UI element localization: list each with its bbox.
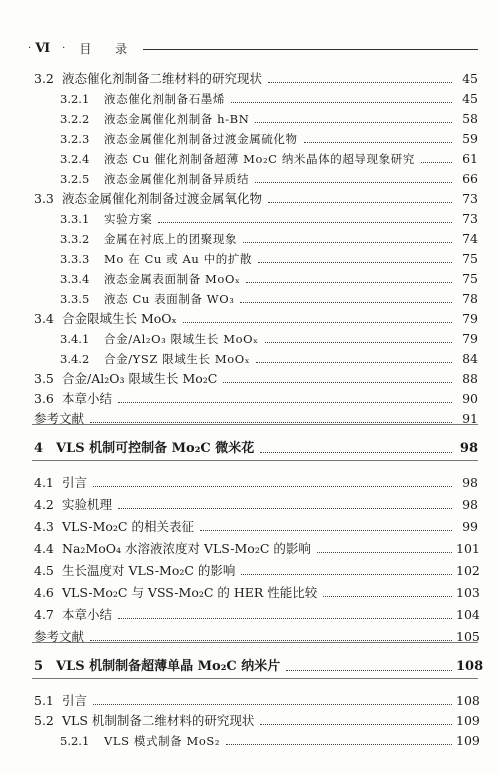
toc-entry — [0, 106, 500, 126]
toc-number: 3.4.1 — [60, 332, 90, 346]
toc-entry — [0, 286, 500, 306]
toc-title: Na₂MoO₄ 水溶液浓度对 VLS-Mo₂C 的影响 — [62, 541, 311, 556]
toc-title: Mo 在 Cu 或 Au 中的扩散 — [104, 252, 253, 266]
page-number-roman: Ⅵ — [35, 40, 51, 56]
toc-entry — [0, 536, 500, 556]
toc-entry — [0, 246, 500, 266]
toc-page-number: 79 — [462, 311, 478, 326]
toc-title: 液态金属表面制备 MoOₓ — [104, 272, 241, 286]
toc-page-number: 98 — [459, 441, 478, 456]
toc-title: 生长温度对 VLS-Mo₂C 的影响 — [62, 563, 236, 578]
toc-title: 液态金属催化剂制备 h-BN — [104, 112, 250, 126]
dot-leader — [200, 530, 452, 531]
dot-leader — [286, 670, 452, 671]
dot-leader — [265, 342, 452, 343]
toc-title: 本章小结 — [62, 391, 113, 406]
dot-leader — [421, 162, 452, 163]
toc-entry — [0, 366, 500, 386]
toc-page-number: 73 — [462, 191, 478, 206]
dot-leader — [268, 202, 452, 203]
toc-page-number: 88 — [462, 371, 478, 386]
toc-title: 参考文献 — [34, 411, 85, 426]
toc-page-number: 75 — [462, 271, 478, 286]
dot-leader — [183, 322, 452, 323]
toc-entry — [0, 558, 500, 578]
chapter-separator — [32, 678, 478, 679]
toc-number: 3.3.4 — [60, 272, 90, 286]
toc-number: 4.4 — [34, 541, 54, 556]
toc-page-number: 98 — [462, 497, 478, 512]
toc-number: 3.2.2 — [60, 112, 90, 126]
toc-page-number: 84 — [462, 351, 478, 366]
dot-leader — [226, 744, 452, 745]
toc-number: 3.2.1 — [60, 92, 90, 106]
toc-title: VLS 机制可控制备 Mo₂C 微米花 — [56, 441, 255, 456]
header-rule — [143, 49, 478, 50]
toc-entry — [0, 688, 500, 708]
toc-number: 3.2 — [34, 71, 54, 86]
toc-title: VLS 机制制备二维材料的研究现状 — [62, 713, 255, 728]
toc-number: 3.3.3 — [60, 252, 90, 266]
toc-page-number: 79 — [462, 331, 478, 346]
toc-entry — [0, 86, 500, 106]
dot-leader — [241, 574, 452, 575]
toc-number: 3.3.5 — [60, 292, 90, 306]
toc-page-number: 66 — [462, 171, 478, 186]
dot-leader — [118, 508, 452, 509]
toc-title: 本章小结 — [62, 607, 113, 622]
toc-page-number: 74 — [462, 231, 478, 246]
toc-title: 实验方案 — [104, 212, 153, 226]
toc-entry — [0, 126, 500, 146]
toc-title: 合金/Al₂O₃ 限域生长 MoOₓ — [104, 332, 259, 346]
toc-number: 3.4.2 — [60, 352, 90, 366]
toc-title: 参考文献 — [34, 629, 85, 644]
toc-entry — [0, 166, 500, 186]
toc-entry — [0, 470, 500, 490]
toc-number: 3.3 — [34, 191, 54, 206]
toc-entry — [0, 346, 500, 366]
toc-entry — [0, 206, 500, 226]
toc-page-number: 101 — [456, 541, 480, 556]
toc-page-number: 102 — [456, 563, 480, 578]
toc-number: 4.2 — [34, 497, 54, 512]
toc-chapter-entry — [0, 654, 500, 674]
dot-leader — [240, 302, 452, 303]
toc-page-number: 73 — [462, 211, 478, 226]
toc-title: 液态金属催化剂制备过渡金属硫化物 — [104, 132, 298, 146]
dot-leader — [258, 262, 452, 263]
toc-number: 3.3.1 — [60, 212, 90, 226]
dot-leader — [118, 618, 452, 619]
toc-page-number: 90 — [462, 391, 478, 406]
toc-title: VLS 机制制备超薄单晶 Mo₂C 纳米片 — [56, 659, 281, 674]
toc-title: 液态金属催化剂制备过渡金属氧化物 — [62, 191, 263, 206]
toc-title: 引言 — [62, 475, 88, 490]
chapter-separator — [32, 642, 478, 643]
toc-page-number: 75 — [462, 251, 478, 266]
toc-title: 液态 Cu 催化剂制备超薄 Mo₂C 纳米晶体的超导现象研究 — [104, 152, 415, 166]
toc-page-number: 91 — [462, 411, 478, 426]
toc-page-number: 109 — [456, 733, 480, 748]
toc-number: 3.6 — [34, 391, 54, 406]
toc-number: 5.1 — [34, 693, 54, 708]
toc-entry — [0, 492, 500, 512]
toc-entry — [0, 226, 500, 246]
toc-title: VLS-Mo₂C 与 VSS-Mo₂C 的 HER 性能比较 — [62, 585, 318, 600]
page-header — [28, 38, 478, 58]
toc-entry-references — [0, 406, 500, 426]
toc-number: 4.6 — [34, 585, 54, 600]
dot-leader — [223, 382, 452, 383]
toc-entry — [0, 326, 500, 346]
dot-leader — [323, 596, 452, 597]
toc-number: 4.7 — [34, 607, 54, 622]
header-dot-right: · — [62, 42, 66, 54]
header-dot-left: · — [28, 42, 32, 54]
toc-chapter-entry — [0, 436, 500, 456]
toc-page-number: 108 — [456, 693, 480, 708]
toc-entry — [0, 580, 500, 600]
toc-number: 3.4 — [34, 311, 54, 326]
toc-page-number: 99 — [462, 519, 478, 534]
toc-title: 液态 Cu 表面制备 WO₃ — [104, 292, 235, 306]
toc-entry — [0, 266, 500, 286]
toc-entry-references — [0, 624, 500, 644]
dot-leader — [260, 452, 452, 453]
dot-leader — [268, 82, 452, 83]
dot-leader — [90, 640, 452, 641]
toc-entry — [0, 728, 500, 748]
dot-leader — [317, 552, 452, 553]
toc-page-number: 45 — [462, 71, 478, 86]
dot-leader — [246, 282, 452, 283]
toc-number: 4 — [34, 441, 44, 456]
toc-page-number: 98 — [462, 475, 478, 490]
toc-page-number: 108 — [456, 659, 484, 674]
toc-page-number: 58 — [462, 111, 478, 126]
toc-entry — [0, 66, 500, 86]
toc-page-number: 61 — [462, 151, 478, 166]
dot-leader — [118, 402, 452, 403]
toc-number: 3.5 — [34, 371, 54, 386]
toc-title: 合金/Al₂O₃ 限域生长 Mo₂C — [62, 371, 218, 386]
header-title: 目 录 — [79, 41, 138, 56]
dot-leader — [260, 724, 452, 725]
toc-title: 合金限域生长 MoOₓ — [62, 311, 177, 326]
toc-number: 3.2.4 — [60, 152, 90, 166]
dot-leader — [256, 362, 452, 363]
dot-leader — [255, 182, 452, 183]
toc-title: VLS 模式制备 MoS₂ — [104, 734, 221, 748]
toc-entry — [0, 514, 500, 534]
toc-number: 4.3 — [34, 519, 54, 534]
dot-leader — [243, 242, 452, 243]
toc-page-number: 78 — [462, 291, 478, 306]
toc-page-number: 103 — [456, 585, 480, 600]
dot-leader — [304, 142, 452, 143]
toc-title: 引言 — [62, 693, 88, 708]
toc-number: 4.1 — [34, 475, 54, 490]
toc-number: 4.5 — [34, 563, 54, 578]
toc-page-number: 104 — [456, 607, 480, 622]
toc-entry — [0, 146, 500, 166]
toc-entry — [0, 386, 500, 406]
dot-leader — [90, 422, 452, 423]
toc-title: VLS-Mo₂C 的相关表征 — [62, 519, 194, 534]
toc-number: 5.2.1 — [60, 734, 90, 748]
toc-page-number: 59 — [462, 131, 478, 146]
toc-entry — [0, 602, 500, 622]
chapter-separator — [32, 424, 478, 425]
dot-leader — [93, 704, 452, 705]
dot-leader — [255, 122, 452, 123]
dot-leader — [158, 222, 452, 223]
toc-title: 金属在衬底上的团聚现象 — [104, 232, 238, 246]
toc-number: 3.2.3 — [60, 132, 90, 146]
toc-number: 3.2.5 — [60, 172, 90, 186]
toc-title: 实验机理 — [62, 497, 113, 512]
toc-title: 液态催化剂制备二维材料的研究现状 — [62, 71, 263, 86]
chapter-separator — [32, 460, 478, 461]
toc-entry — [0, 306, 500, 326]
toc-number: 5.2 — [34, 713, 54, 728]
toc-number: 5 — [34, 659, 44, 674]
toc-entry — [0, 186, 500, 206]
toc-page-number: 45 — [462, 91, 478, 106]
toc-title: 合金/YSZ 限域生长 MoOₓ — [104, 352, 251, 366]
toc-entry — [0, 708, 500, 728]
toc-page-number: 109 — [456, 713, 480, 728]
toc-number: 3.3.2 — [60, 232, 90, 246]
toc-page-number: 105 — [456, 629, 480, 644]
toc-title: 液态金属催化剂制备异质结 — [104, 172, 250, 186]
dot-leader — [93, 486, 452, 487]
toc-title: 液态催化剂制备石墨烯 — [104, 92, 225, 106]
dot-leader — [231, 102, 452, 103]
